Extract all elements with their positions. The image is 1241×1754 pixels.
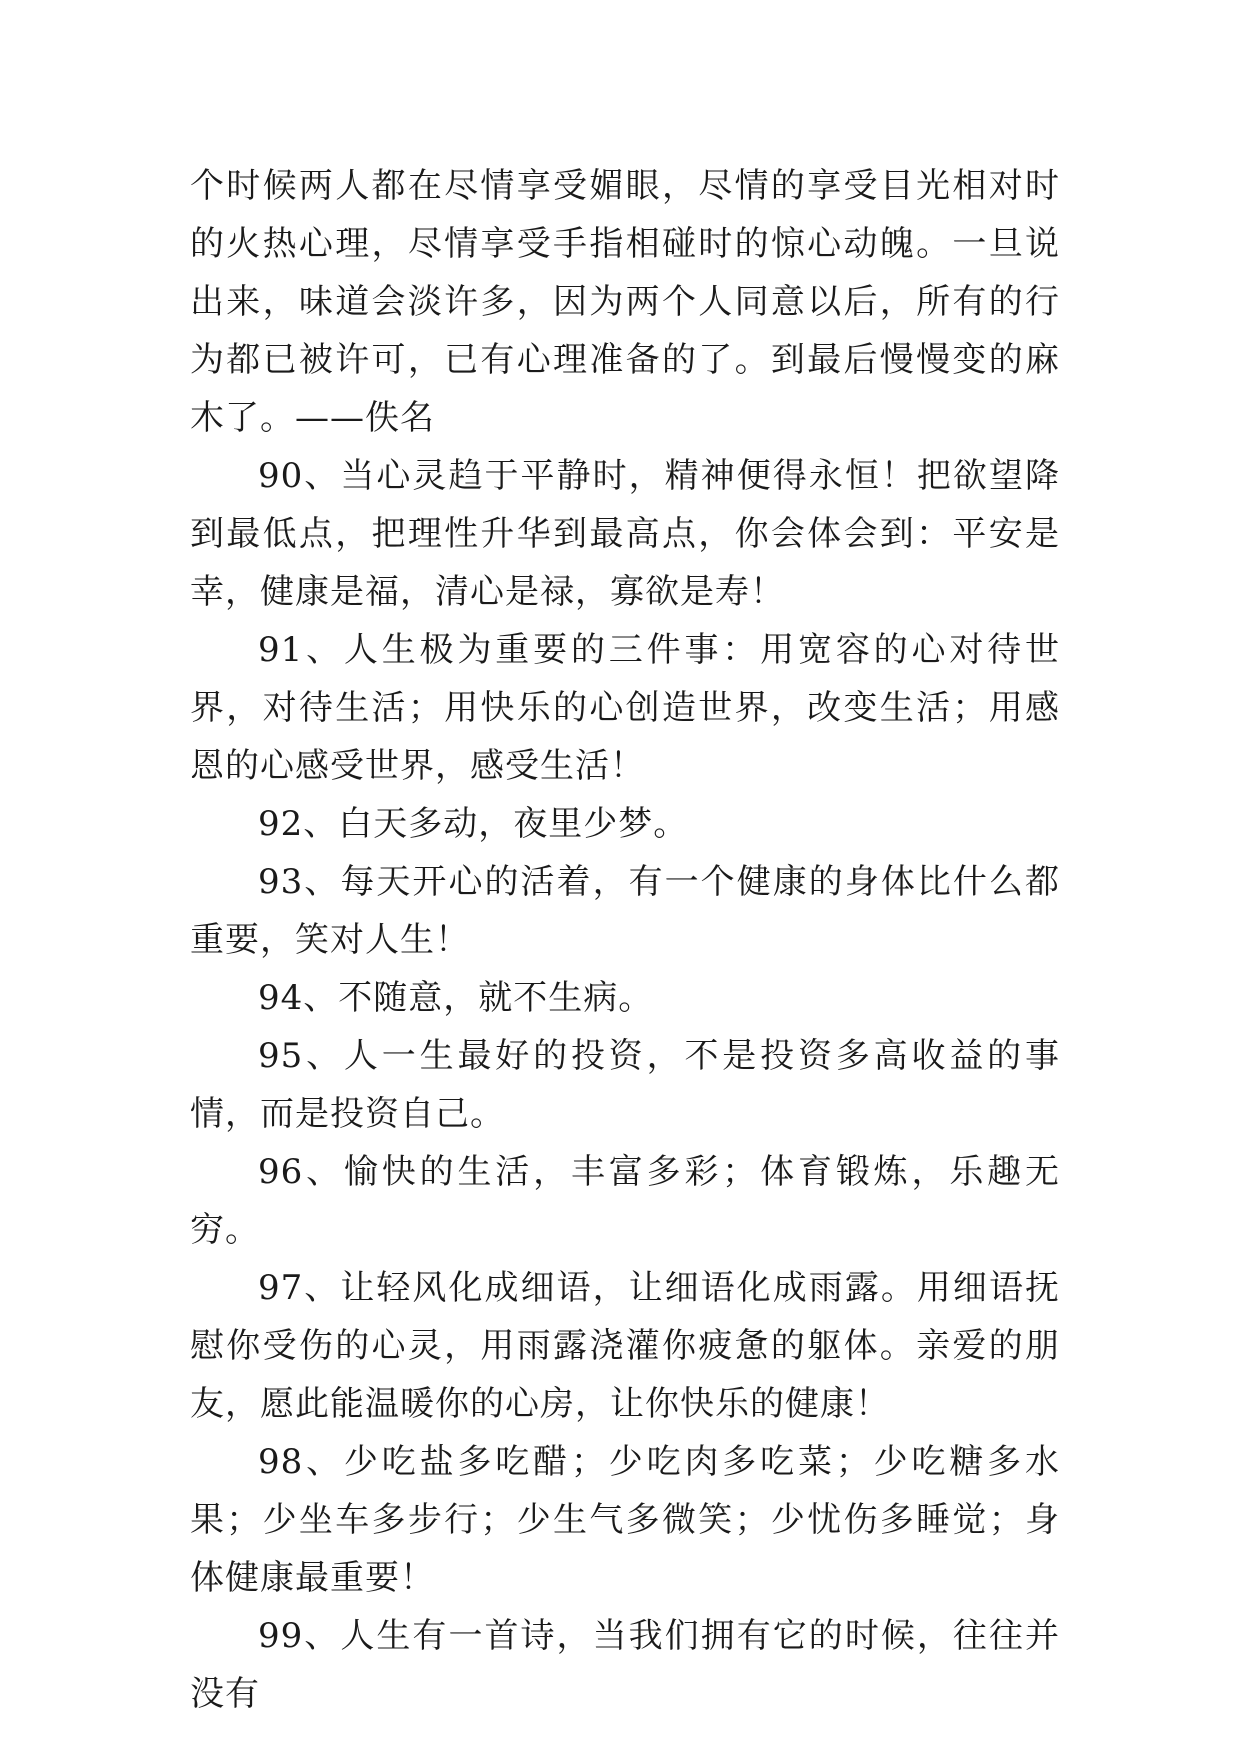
paragraph-90: 90、当心灵趋于平静时，精神便得永恒！把欲望降到最低点，把理性升华到最高点，你会体会到：平安是幸，健康是福，清心是禄，寡欲是寿！ bbox=[190, 456, 1060, 612]
paragraph-93: 93、每天开心的活着，有一个健康的身体比什么都重要，笑对人生！ bbox=[190, 862, 1060, 960]
paragraph-97: 97、让轻风化成细语，让细语化成雨露。用细语抚慰你受伤的心灵，用雨露浇灌你疲惫的躯体。亲爱的朋友，愿此能温暖你的心房，让你快乐的健康！ bbox=[190, 1268, 1060, 1424]
paragraph-98: 98、少吃盐多吃醋；少吃肉多吃菜；少吃糖多水果；少坐车多步行；少生气多微笑；少忧伤多睡觉；身体健康最重要！ bbox=[190, 1442, 1060, 1598]
paragraph-95: 95、人一生最好的投资，不是投资多高收益的事情，而是投资自己。 bbox=[190, 1036, 1060, 1134]
paragraph-92: 92、白天多动，夜里少梦。 bbox=[258, 804, 689, 844]
paragraph-94: 94、不随意，就不生病。 bbox=[258, 978, 654, 1018]
paragraph-96: 96、愉快的生活，丰富多彩；体育锻炼，乐趣无穷。 bbox=[190, 1152, 1060, 1250]
paragraph-99: 99、人生有一首诗，当我们拥有它的时候，往往并没有 bbox=[190, 1616, 1060, 1714]
paragraph-91: 91、人生极为重要的三件事：用宽容的心对待世界，对待生活；用快乐的心创造世界，改变生活；用感恩的心感受世界，感受生活！ bbox=[190, 630, 1060, 786]
body-text bbox=[190, 157, 1060, 1723]
paragraph-continued: 个时候两人都在尽情享受媚眼，尽情的享受目光相对时的火热心理，尽情享受手指相碰时的惊心动魄。一旦说出来，味道会淡许多，因为两个人同意以后，所有的行为都已被许可，已有心理准备的了。到最后慢慢变的麻木了。——佚名 bbox=[190, 166, 1060, 438]
